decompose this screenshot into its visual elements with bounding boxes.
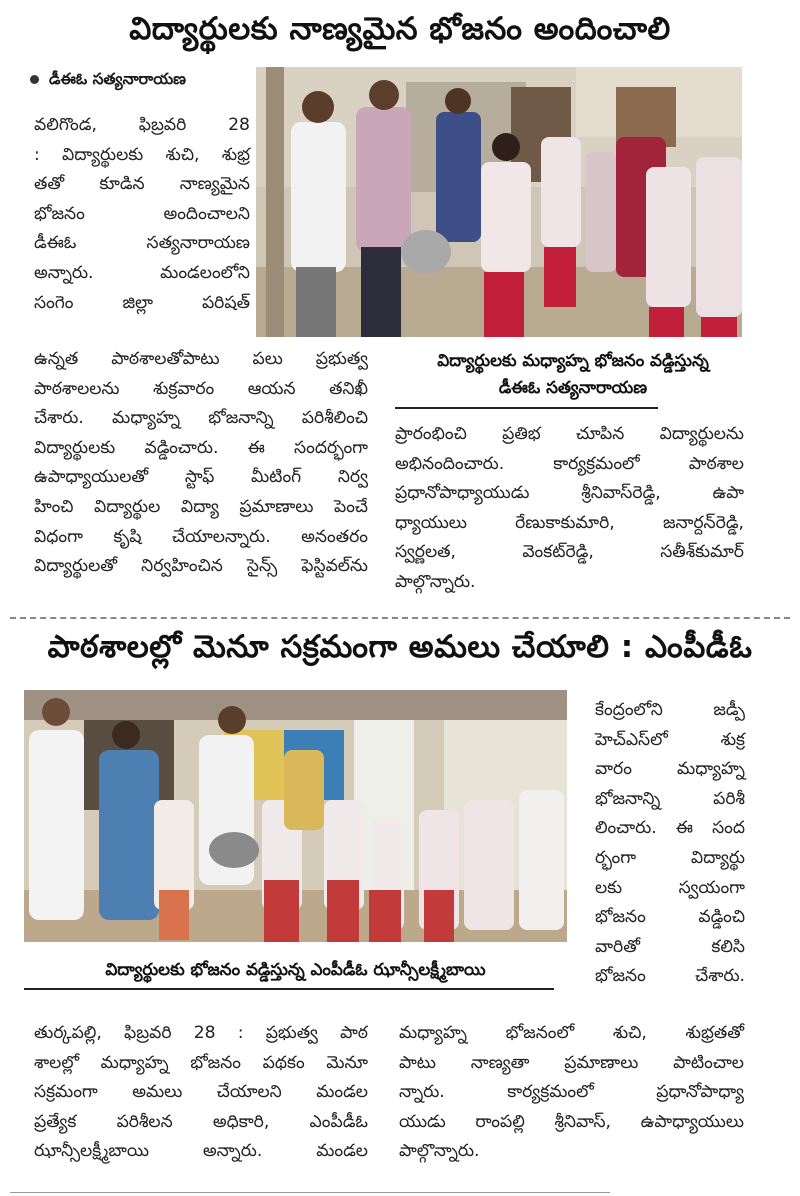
text-line: హించి విద్యార్థుల విద్యా ప్రమాణాలు పెంచే — [34, 496, 368, 517]
article2-headline: పాఠశాలల్లో మెనూ సక్రమంగా అమలు చేయాలి : ఎంపీడీఓ — [47, 629, 753, 665]
text-line: ఉపాధ్యాయులతో స్టాఫ్ మీటింగ్ నిర్వ — [34, 467, 368, 488]
text-line: న్నారు. కార్యక్రమంలో ప్రధానోపాధ్యా — [399, 1082, 744, 1103]
article1-byline — [30, 70, 186, 92]
text-line: : విద్యార్థులకు శుచి, శుభ్ర — [34, 144, 250, 165]
text-line: కేంద్రంలోని జడ్పీ — [595, 700, 745, 720]
text-line: తుర్కపల్లి, ఫిబ్రవరి 28 : ప్రభుత్వ పాఠ — [34, 1023, 368, 1043]
text-line: ధ్యాయులు రేణుకాకుమారి, జనార్దన్‌రెడ్డి, — [395, 512, 744, 533]
text-line: హెచ్‌ఎస్‌లో శుక్ర — [595, 729, 745, 750]
text-line: శాలల్లో మధ్యాహ్న భోజనం పథకం మెనూ — [34, 1052, 368, 1073]
text-line: మధ్యాహ్న భోజనంలో శుచి, శుభ్రతతో — [399, 1023, 744, 1043]
article1-photo-image — [256, 67, 742, 337]
article2-photo — [24, 690, 567, 942]
text-line: డీఈఓ సత్యనారాయణ — [34, 233, 250, 254]
text-line: లకు స్వయంగా — [595, 877, 745, 898]
text-line: చేశారు. మధ్యాహ్న భోజనాన్ని పరిశీలించి — [34, 408, 368, 429]
text-line: లించారు. ఈ సంద — [595, 818, 745, 839]
text-line: విద్యార్థులకు వడ్డించారు. ఈ సందర్భంగా — [34, 437, 368, 458]
text-line: భోజనాన్ని పరిశీ — [595, 788, 745, 809]
text-line: సంగెం జిల్లా పరిషత్ — [34, 292, 250, 313]
text-line: యుడు రాంపల్లి శ్రీనివాస్, ఉపాధ్యాయులు — [399, 1111, 744, 1132]
article1-caption — [395, 347, 751, 401]
article1-right-column — [395, 420, 744, 598]
section-divider — [10, 617, 790, 620]
text-line: విద్యార్థులకు మధ్యాహ్న భోజనం వడ్డిస్తున్న — [437, 350, 709, 370]
text-line: అభినందించారు. కార్యక్రమంలో పాఠశాల — [395, 453, 744, 474]
text-line: డీఈఓ సత్యనారాయణ — [498, 377, 648, 397]
text-line: ప్రత్యేక పరిశీలన అధికారి, ఎంపీడీఓ — [34, 1111, 368, 1132]
article2-left-column — [34, 1019, 368, 1167]
text-line: పాఠశాలలను శుక్రవారం ఆయన తనిఖీ — [34, 378, 368, 399]
text-line: వారం మధ్యాహ్న — [595, 759, 745, 780]
bottom-rule — [10, 1192, 610, 1193]
text-line: ర్భంగా విద్యార్థు — [595, 847, 745, 868]
text-line: ప్రధానోపాధ్యాయుడు శ్రీనివాస్‌రెడ్డి, ఉపా — [395, 483, 744, 504]
text-line: స్వర్ణలత, వెంకట్‌రెడ్డి, సతీశ్‌కుమార్ — [395, 542, 744, 563]
article1-headline: విద్యార్థులకు నాణ్యమైన భోజనం అందించాలి — [129, 11, 671, 47]
caption2-divider — [24, 988, 554, 990]
text-line: సక్రమంగా అమలు చేయాలని మండల — [34, 1082, 368, 1103]
caption-divider — [395, 407, 658, 409]
text-line: పాటు నాణ్యతా ప్రమాణాలు పాటించాల — [399, 1052, 744, 1073]
article2-caption: విద్యార్థులకు భోజనం వడ్డిస్తున్న ఎంపీడీఓ ఝాన్సీలక్ష్మీబాయి — [105, 959, 486, 979]
text-line: వలిగొండ, ఫిబ్రవరి 28 — [34, 115, 250, 135]
text-line: వారితో కలిసి — [595, 936, 745, 957]
text-line: భోజనం వడ్డించి — [595, 907, 745, 928]
text-line: పాల్గొన్నారు. — [399, 1141, 480, 1162]
article2-right-column — [595, 696, 745, 992]
text-line: పాల్గొన్నారు. — [395, 571, 476, 592]
text-line: విద్యార్థులతో నిర్వహించిన సైన్స్ ఫెస్టివల్‌ను — [34, 556, 368, 577]
article1-left-column — [34, 111, 250, 318]
text-line: విధంగా కృషి చేయాలన్నారు. అనంతరం — [34, 526, 368, 547]
text-line: ఝాన్సీలక్ష్మీబాయి అన్నారు. మండల — [34, 1141, 368, 1162]
text-line: భోజనం చేశారు. — [595, 966, 745, 987]
bullet-icon — [30, 75, 39, 84]
byline-text: డీఈఓ సత్యనారాయణ — [49, 70, 186, 88]
text-line: అన్నారు. మండలంలోని — [34, 262, 250, 283]
text-line: ప్రారంభించి ప్రతిభ చూపిన విద్యార్థులను — [395, 424, 744, 444]
article1-full-column — [34, 345, 368, 582]
text-line: భోజనం అందించాలని — [34, 203, 250, 224]
text-line: ఉన్నత పాఠశాలతోపాటు పలు ప్రభుత్వ — [34, 349, 368, 369]
text-line: తతో కూడిన నాణ్యమైన — [34, 174, 250, 195]
article2-photo-image — [24, 690, 567, 942]
article1-photo — [256, 67, 742, 337]
article2-bottom-right-column — [399, 1019, 744, 1167]
